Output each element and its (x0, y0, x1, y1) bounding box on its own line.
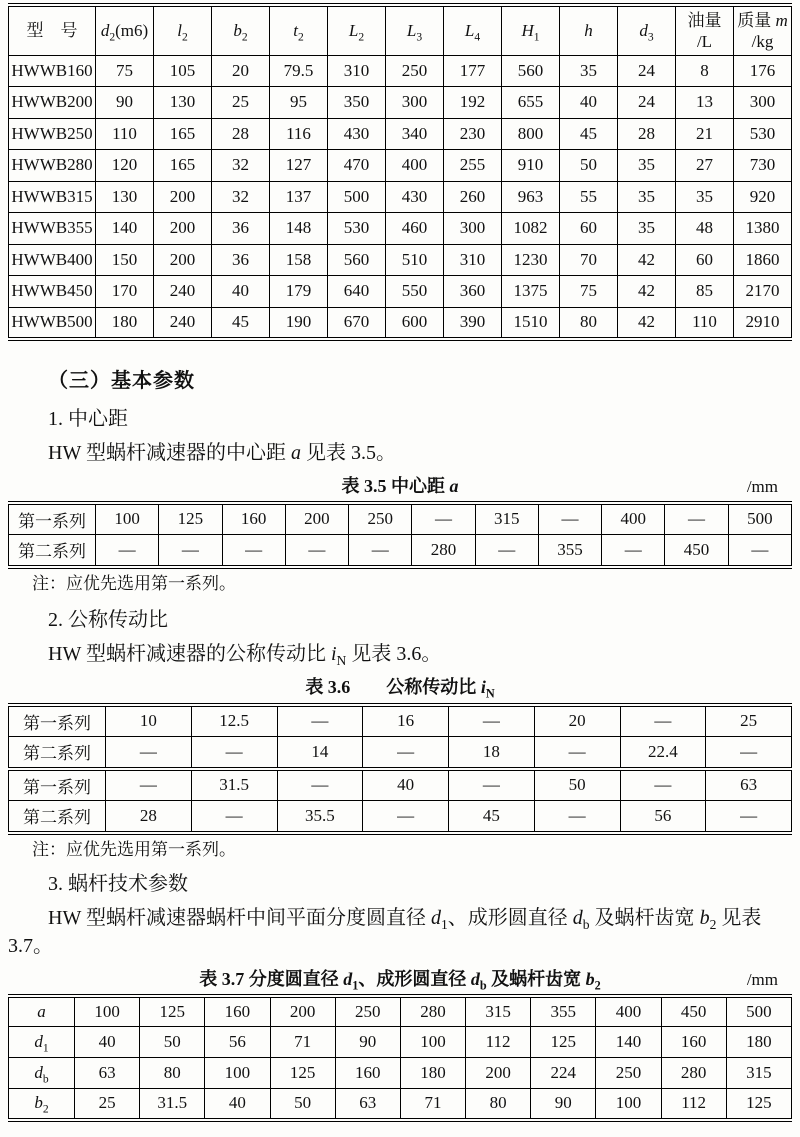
table-cell: 165 (154, 118, 212, 150)
table-cell: 100 (596, 1089, 661, 1120)
table-cell: 50 (140, 1027, 205, 1058)
table-cell: 36 (212, 244, 270, 276)
table-row (9, 181, 792, 213)
table-cell: 100 (75, 996, 140, 1027)
table-cell: 45 (212, 307, 270, 339)
table-cell: 25 (75, 1089, 140, 1120)
table-cell: 200 (154, 244, 212, 276)
table-cell: 180 (96, 307, 154, 339)
table-cell: 200 (270, 996, 335, 1027)
table-cell: 400 (596, 996, 661, 1027)
table-cell: 165 (154, 150, 212, 182)
table-cell: — (159, 535, 222, 567)
table-cell: 40 (560, 87, 618, 119)
table-cell: 300 (444, 213, 502, 245)
table-cell: 360 (444, 276, 502, 308)
table-cell: — (277, 705, 363, 737)
table-cell: 300 (386, 87, 444, 119)
table-cell: — (191, 737, 277, 769)
table-cell: 1230 (502, 244, 560, 276)
table-cell: 310 (328, 55, 386, 87)
table-cell: 430 (386, 181, 444, 213)
table-cell: 25 (212, 87, 270, 119)
table-cell: 63 (335, 1089, 400, 1120)
table-cell: 75 (560, 276, 618, 308)
table-cell: 355 (531, 996, 596, 1027)
table-cell: 920 (734, 181, 792, 213)
table-row (9, 307, 792, 339)
table-cell: 28 (618, 118, 676, 150)
table-cell: — (620, 769, 706, 801)
table-cell: 50 (560, 150, 618, 182)
table-cell: 80 (140, 1058, 205, 1089)
table-cell: 90 (335, 1027, 400, 1058)
column-header: $H_1$ (502, 5, 560, 55)
table-cell: 450 (661, 996, 726, 1027)
table-cell: 24 (618, 87, 676, 119)
table-cell: 42 (618, 276, 676, 308)
row-label: HWWB250 (9, 118, 96, 150)
paragraph-center-distance: HW 型蜗杆减速器的中心距 a 见表 3.5。 (48, 441, 396, 464)
table-cell: 16 (363, 705, 449, 737)
table-cell: 125 (140, 996, 205, 1027)
table-cell: 20 (212, 55, 270, 87)
table-cell: 21 (676, 118, 734, 150)
table-cell: 42 (618, 244, 676, 276)
column-header: 型 号 (9, 5, 96, 55)
table-cell: 42 (618, 307, 676, 339)
table-cell: 240 (154, 276, 212, 308)
table-cell: 125 (531, 1027, 596, 1058)
table-cell: — (706, 801, 792, 833)
table-cell: 45 (560, 118, 618, 150)
table-cell: 35 (618, 213, 676, 245)
table-cell: 110 (96, 118, 154, 150)
table-cell: 31.5 (140, 1089, 205, 1120)
table-cell: 28 (212, 118, 270, 150)
table-row (9, 737, 792, 769)
unit-mm-label-1: /mm (746, 476, 778, 496)
table-cell: 1375 (502, 276, 560, 308)
table-cell: 25 (706, 705, 792, 737)
table-cell: 125 (159, 503, 222, 535)
table-cell: — (106, 769, 192, 801)
table-cell: 355 (538, 535, 601, 567)
table-cell: — (449, 769, 535, 801)
table-cell: — (534, 801, 620, 833)
table-cell: 460 (386, 213, 444, 245)
table-cell: 177 (444, 55, 502, 87)
worm-parameters-table (8, 994, 792, 1122)
table-cell: 60 (560, 213, 618, 245)
row-label: $b_2$ (9, 1089, 75, 1120)
note-series-preference-1: 注：应优先选用第一系列。 (32, 573, 236, 593)
table-cell: 40 (75, 1027, 140, 1058)
table-row (9, 503, 792, 535)
row-label: 第一系列 (9, 503, 96, 535)
table-cell: 112 (661, 1089, 726, 1120)
table-cell: 60 (676, 244, 734, 276)
table-cell: 8 (676, 55, 734, 87)
header-row (9, 5, 792, 55)
table-cell: 48 (676, 213, 734, 245)
table-cell: — (412, 503, 475, 535)
table-cell: 600 (386, 307, 444, 339)
section-heading-basic-parameters: （三）基本参数 (48, 369, 195, 392)
table-cell: 120 (96, 150, 154, 182)
table-cell: 160 (222, 503, 285, 535)
row-label: HWWB200 (9, 87, 96, 119)
table-cell: 80 (560, 307, 618, 339)
table-cell: — (106, 737, 192, 769)
table-cell: 10 (106, 705, 192, 737)
table-cell: 2910 (734, 307, 792, 339)
table-cell: 800 (502, 118, 560, 150)
table-cell: 240 (154, 307, 212, 339)
table-cell: 45 (449, 801, 535, 833)
table-cell: 300 (734, 87, 792, 119)
table-row (9, 801, 792, 833)
table-cell: 90 (531, 1089, 596, 1120)
table-cell: 80 (466, 1089, 531, 1120)
table-cell: 32 (212, 150, 270, 182)
table-cell: 95 (270, 87, 328, 119)
table-cell: 110 (676, 307, 734, 339)
table-cell: 400 (602, 503, 665, 535)
table-cell: — (620, 705, 706, 737)
row-label: 第二系列 (9, 535, 96, 567)
table-cell: 730 (734, 150, 792, 182)
table-cell: 250 (386, 55, 444, 87)
table-cell: 350 (328, 87, 386, 119)
row-label: HWWB355 (9, 213, 96, 245)
table-cell: 315 (726, 1058, 791, 1089)
table-row (9, 769, 792, 801)
table-cell: — (538, 503, 601, 535)
row-label: $d_1$ (9, 1027, 75, 1058)
table-cell: 35.5 (277, 801, 363, 833)
table-row (9, 87, 792, 119)
table-cell: 390 (444, 307, 502, 339)
table-cell: 40 (363, 769, 449, 801)
table-cell: 200 (154, 213, 212, 245)
table-cell: 670 (328, 307, 386, 339)
table-cell: 200 (466, 1058, 531, 1089)
table-cell: 250 (349, 503, 412, 535)
transmission-ratio-table (8, 703, 792, 835)
table-cell: — (475, 535, 538, 567)
table-row (9, 244, 792, 276)
row-label: 第一系列 (9, 769, 106, 801)
table-cell: 430 (328, 118, 386, 150)
table-cell: 112 (466, 1027, 531, 1058)
row-label: HWWB400 (9, 244, 96, 276)
paragraph-worm-parameters: HW 型蜗杆减速器蜗杆中间平面分度圆直径 $d_1$、成形圆直径 $d_b$ 及蜗杆齿宽 $b_2$ 见表 3.7。 (8, 906, 762, 957)
table-row (9, 705, 792, 737)
table-cell: 470 (328, 150, 386, 182)
table-cell: 176 (734, 55, 792, 87)
table-cell: — (602, 535, 665, 567)
table-cell: 13 (676, 87, 734, 119)
table-cell: 230 (444, 118, 502, 150)
table-cell: 280 (412, 535, 475, 567)
table-cell: 125 (726, 1089, 791, 1120)
table-cell: 24 (618, 55, 676, 87)
table-cell: — (363, 801, 449, 833)
row-label: 第二系列 (9, 737, 106, 769)
table-cell: — (349, 535, 412, 567)
table-cell: 550 (386, 276, 444, 308)
table-cell: 22.4 (620, 737, 706, 769)
table-cell: 200 (285, 503, 348, 535)
table-cell: 71 (270, 1027, 335, 1058)
table-cell: 450 (665, 535, 728, 567)
column-header: $d_3$ (618, 5, 676, 55)
table-cell: — (363, 737, 449, 769)
row-label: HWWB160 (9, 55, 96, 87)
table-row (9, 1089, 792, 1120)
table-cell: 50 (534, 769, 620, 801)
table-cell: 18 (449, 737, 535, 769)
item-1-center-distance-heading: 1. 中心距 (48, 407, 128, 430)
unit-mm-label-2: /mm (746, 969, 778, 989)
table-cell: 100 (205, 1058, 270, 1089)
column-header: $l_2$ (154, 5, 212, 55)
table-cell: 140 (96, 213, 154, 245)
table-cell: — (665, 503, 728, 535)
table-cell: 500 (328, 181, 386, 213)
column-header: $t_2$ (270, 5, 328, 55)
table-cell: — (96, 535, 159, 567)
table-cell: 655 (502, 87, 560, 119)
table-cell: 35 (618, 150, 676, 182)
table-cell: 260 (444, 181, 502, 213)
table-cell: 255 (444, 150, 502, 182)
table-cell: 315 (475, 503, 538, 535)
table-cell: — (222, 535, 285, 567)
table-cell: 90 (96, 87, 154, 119)
table-cell: 560 (502, 55, 560, 87)
table-cell: 224 (531, 1058, 596, 1089)
table-cell: 14 (277, 737, 363, 769)
table-cell: 1082 (502, 213, 560, 245)
table-cell: 310 (444, 244, 502, 276)
table-cell: 179 (270, 276, 328, 308)
row-label: HWWB500 (9, 307, 96, 339)
table-cell: 200 (154, 181, 212, 213)
table-cell: 170 (96, 276, 154, 308)
table-cell: — (706, 737, 792, 769)
table-cell: — (285, 535, 348, 567)
table-cell: 1860 (734, 244, 792, 276)
row-label: 第二系列 (9, 801, 106, 833)
table-cell: — (728, 535, 791, 567)
row-label: $d_b$ (9, 1058, 75, 1089)
table-cell: 56 (205, 1027, 270, 1058)
table-cell: 2170 (734, 276, 792, 308)
table-cell: 640 (328, 276, 386, 308)
table-cell: 130 (154, 87, 212, 119)
table-cell: 127 (270, 150, 328, 182)
table-cell: — (191, 801, 277, 833)
table-row (9, 1027, 792, 1058)
note-series-preference-2: 注：应优先选用第一系列。 (32, 839, 236, 859)
table-cell: 530 (328, 213, 386, 245)
row-label: HWWB280 (9, 150, 96, 182)
table-cell: 180 (726, 1027, 791, 1058)
table-cell: 160 (661, 1027, 726, 1058)
table-cell: 12.5 (191, 705, 277, 737)
table-cell: 250 (335, 996, 400, 1027)
center-distance-table (8, 501, 792, 569)
table-cell: 160 (335, 1058, 400, 1089)
table-cell: 125 (270, 1058, 335, 1089)
column-header: $d_2(m6)$ (96, 5, 154, 55)
item-3-worm-parameters-heading: 3. 蜗杆技术参数 (48, 872, 188, 895)
table-3-5-caption: 表 3.5 中心距 a (341, 475, 459, 496)
table-cell: 510 (386, 244, 444, 276)
table-cell: 100 (96, 503, 159, 535)
table-cell: 32 (212, 181, 270, 213)
table-cell: 105 (154, 55, 212, 87)
table-cell: 50 (270, 1089, 335, 1120)
table-cell: 158 (270, 244, 328, 276)
table-cell: 35 (618, 181, 676, 213)
column-header: $L_4$ (444, 5, 502, 55)
table-cell: 910 (502, 150, 560, 182)
table-cell: 40 (205, 1089, 270, 1120)
column-header: $b_2$ (212, 5, 270, 55)
table-row (9, 276, 792, 308)
table-cell: 85 (676, 276, 734, 308)
table-cell: 116 (270, 118, 328, 150)
table-cell: 36 (212, 213, 270, 245)
table-row (9, 996, 792, 1027)
row-label: HWWB315 (9, 181, 96, 213)
table-cell: 500 (726, 996, 791, 1027)
column-header: $L_2$ (328, 5, 386, 55)
table-row (9, 118, 792, 150)
table-cell: 100 (400, 1027, 465, 1058)
table-3-6-caption-row (8, 676, 792, 701)
table-cell: 192 (444, 87, 502, 119)
table-cell: 63 (75, 1058, 140, 1089)
table-row (9, 535, 792, 567)
table-row (9, 1058, 792, 1089)
table-cell: 280 (661, 1058, 726, 1089)
table-cell: 28 (106, 801, 192, 833)
table-cell: 63 (706, 769, 792, 801)
table-cell: 160 (205, 996, 270, 1027)
table-3-7-caption-row (8, 968, 792, 993)
table-cell: 150 (96, 244, 154, 276)
table-cell: — (449, 705, 535, 737)
table-cell: 55 (560, 181, 618, 213)
table-row (9, 55, 792, 87)
table-cell: 148 (270, 213, 328, 245)
column-header: 油量 /L (676, 5, 734, 55)
row-label: a (9, 996, 75, 1027)
table-cell: 71 (400, 1089, 465, 1120)
table-cell: 27 (676, 150, 734, 182)
table-cell: 963 (502, 181, 560, 213)
table-cell: 315 (466, 996, 531, 1027)
table-cell: 75 (96, 55, 154, 87)
table-cell: 340 (386, 118, 444, 150)
table-3-7-caption: 表 3.7 分度圆直径 $d_1$、成形圆直径 $d_b$ 及蜗杆齿宽 $b_2$ (199, 968, 601, 993)
table-cell: 40 (212, 276, 270, 308)
table-row (9, 150, 792, 182)
column-header: h (560, 5, 618, 55)
table-cell: 130 (96, 181, 154, 213)
row-label: 第一系列 (9, 705, 106, 737)
column-header: $L_3$ (386, 5, 444, 55)
table-cell: 70 (560, 244, 618, 276)
table-cell: 31.5 (191, 769, 277, 801)
table-cell: 280 (400, 996, 465, 1027)
row-label: HWWB450 (9, 276, 96, 308)
paragraph-transmission-ratio: HW 型蜗杆减速器的公称传动比 $i_N$ 见表 3.6。 (48, 642, 442, 668)
table-cell: 56 (620, 801, 706, 833)
table-cell: 20 (534, 705, 620, 737)
table-cell: 560 (328, 244, 386, 276)
table-cell: 400 (386, 150, 444, 182)
reducer-dimensions-table (8, 3, 792, 341)
table-cell: 1510 (502, 307, 560, 339)
table-cell: 190 (270, 307, 328, 339)
table-cell: — (277, 769, 363, 801)
table-cell: 500 (728, 503, 791, 535)
table-cell: 35 (560, 55, 618, 87)
table-cell: 79.5 (270, 55, 328, 87)
table-row (9, 213, 792, 245)
table-cell: 35 (676, 181, 734, 213)
table-3-5-caption-row (8, 475, 792, 497)
table-cell: 180 (400, 1058, 465, 1089)
item-2-transmission-ratio-heading: 2. 公称传动比 (48, 608, 168, 631)
column-header: 质量 m /kg (734, 5, 792, 55)
table-cell: 1380 (734, 213, 792, 245)
table-cell: 140 (596, 1027, 661, 1058)
table-3-6-caption: 表 3.6 公称传动比 $i_N$ (305, 676, 495, 701)
table-cell: 530 (734, 118, 792, 150)
table-cell: — (534, 737, 620, 769)
table-cell: 137 (270, 181, 328, 213)
table-cell: 250 (596, 1058, 661, 1089)
